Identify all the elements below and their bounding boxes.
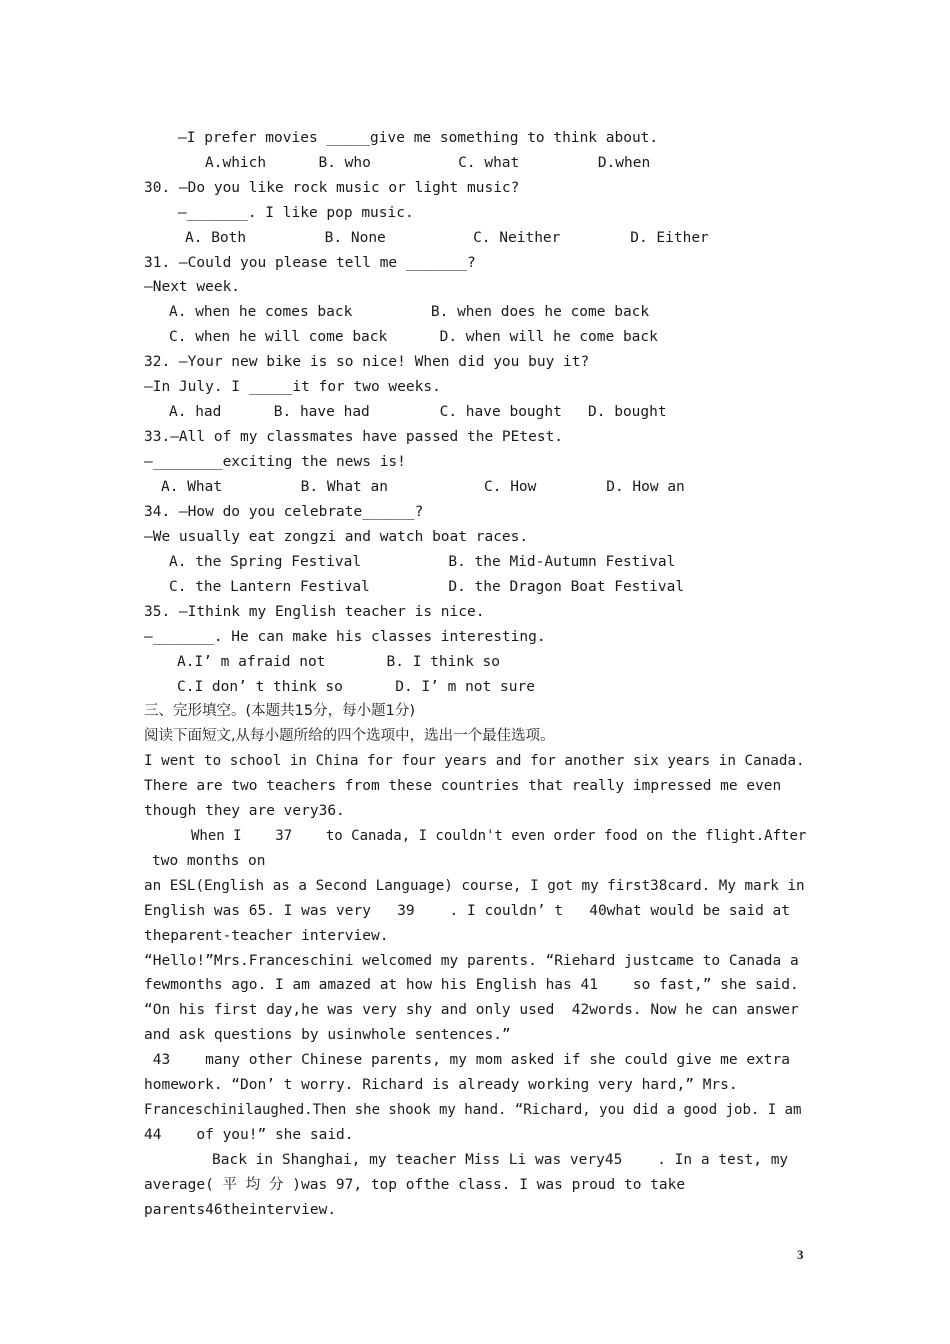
passage-line-1: I went to school in China for four years and for another six years in Canada.: [144, 753, 805, 769]
question-33-options: A. What B. What an C. How D. How an: [161, 479, 685, 495]
passage-line-14: homework. “Don’ t worry. Richard is already working very hard,” Mrs.: [144, 1077, 738, 1093]
passage-line-10: fewmonths ago. I am amazed at how his English has 41 so fast,” she said.: [144, 977, 799, 993]
passage-line-16: 44 of you!” she said.: [144, 1127, 354, 1143]
passage-line-17: Back in Shanghai, my teacher Miss Li was very45 . In a test, my: [212, 1152, 789, 1168]
passage-line-7: English was 65. I was very 39 . I couldn’ t 40what would be said at: [144, 903, 791, 919]
passage-line-19: parents46theinterview.: [144, 1202, 337, 1218]
question-34-reply: —We usually eat zongzi and watch boat races.: [144, 529, 529, 545]
question-30-prompt: 30. —Do you like rock music or light music?: [144, 180, 520, 196]
passage-line-3: though they are very36.: [144, 803, 345, 819]
question-31-prompt: 31. —Could you please tell me _______?: [144, 255, 476, 271]
passage-line-8: theparent-teacher interview.: [144, 928, 389, 944]
question-31-options-cd: C. when he will come back D. when will he come back: [169, 329, 658, 345]
passage-line-2: There are two teachers from these countries that really impressed me even: [144, 778, 782, 794]
question-34-options-cd: C. the Lantern Festival D. the Dragon Boat Festival: [169, 579, 685, 595]
question-35-reply: —_______. He can make his classes interesting.: [144, 629, 546, 645]
passage-line-13: 43 many other Chinese parents, my mom asked if she could give me extra: [144, 1052, 791, 1068]
question-33-prompt: 33.—All of my classmates have passed the PEtest.: [144, 429, 564, 445]
passage-line-4: When I 37 to Canada, I couldn't even order food on the flight.After: [191, 828, 807, 844]
question-32-prompt: 32. —Your new bike is so nice! When did you buy it?: [144, 354, 590, 370]
question-34-prompt: 34. —How do you celebrate______?: [144, 504, 424, 520]
passage-line-12: and ask questions by usinwhole sentences.”: [144, 1027, 511, 1043]
question-29-prompt: —I prefer movies _____give me something to think about.: [178, 130, 659, 146]
question-29-options: A.which B. who C. what D.when: [205, 155, 651, 171]
question-30-reply: —_______. I like pop music.: [178, 205, 414, 221]
question-32-options: A. had B. have had C. have bought D. bought: [169, 404, 667, 420]
question-35-prompt: 35. —Ithink my English teacher is nice.: [144, 604, 485, 620]
question-34-options-ab: A. the Spring Festival B. the Mid-Autumn Festival: [169, 554, 676, 570]
passage-line-9: “Hello!”Mrs.Franceschini welcomed my parents. “Riehard justcame to Canada a: [144, 953, 799, 969]
question-30-options: A. Both B. None C. Neither D. Either: [185, 230, 709, 246]
question-31-reply: —Next week.: [144, 279, 241, 295]
passage-line-15: Franceschinilaughed.Then she shook my hand. “Richard, you did a good job. I am: [144, 1102, 802, 1118]
question-33-reply: —________exciting the news is!: [144, 454, 406, 470]
question-32-reply: —In July. I _____it for two weeks.: [144, 379, 441, 395]
passage-line-18: average( 平 均 分 )was 97, top ofthe class. I was proud to take: [144, 1177, 686, 1193]
section-heading: 三、完形填空。(本题共15分，每小题1分): [144, 703, 415, 719]
question-31-options-ab: A. when he comes back B. when does he come back: [169, 304, 650, 320]
page-number: 3: [797, 1247, 804, 1262]
question-35-options-ab: A.I’ m afraid not B. I think so: [177, 654, 501, 670]
passage-line-5: two months on: [152, 853, 266, 869]
passage-line-6: an ESL(English as a Second Language) course, I got my first38card. My mark in: [144, 878, 805, 894]
section-instructions: 阅读下面短文,从每小题所给的四个选项中，选出一个最佳选项。: [144, 728, 555, 744]
question-35-options-cd: C.I don’ t think so D. I’ m not sure: [177, 679, 535, 695]
passage-line-11: “On his first day,he was very shy and only used 42words. Now he can answer: [144, 1002, 799, 1018]
